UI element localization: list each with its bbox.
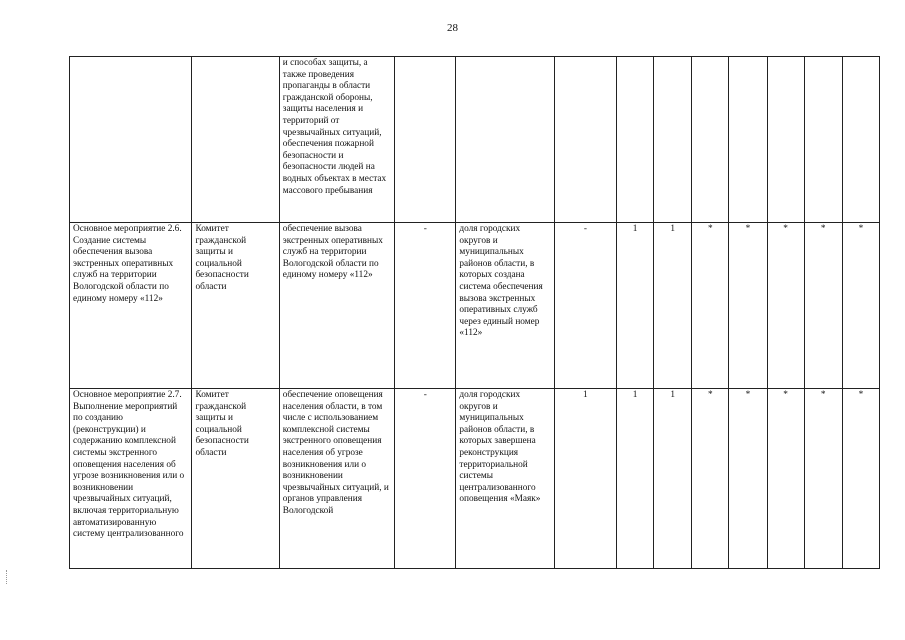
- table-row: [70, 389, 880, 569]
- value-cell: *: [767, 389, 804, 569]
- value-cell: *: [692, 389, 729, 569]
- indicator-cell: доля городских округов и муниципальных районов области, в которых завершена реконструкция территориальной системы централизованного оповещения «Маяк»: [456, 389, 554, 569]
- value-cell: 1: [554, 389, 616, 569]
- executor-cell: [192, 57, 279, 223]
- value-cell: [729, 57, 767, 223]
- table-row: [70, 223, 880, 389]
- scan-margin-mark: [6, 570, 9, 584]
- program-activities-table: [69, 56, 880, 569]
- col4-cell: -: [395, 389, 456, 569]
- value-cell: [692, 57, 729, 223]
- result-cell: обеспечение оповещения населения области, в том числе с использованием комплексной системы экстренного оповещения населения об угрозе возникновения или о возникновении чрезвычайных ситуаций, и органов управления Вологодской: [279, 389, 394, 569]
- value-cell: *: [729, 223, 767, 389]
- col4-cell: -: [395, 223, 456, 389]
- value-cell: [616, 57, 653, 223]
- value-cell: 1: [616, 389, 653, 569]
- table-row: [70, 57, 880, 223]
- value-cell: [842, 57, 879, 223]
- activity-cell: Основное мероприятие 2.6. Создание системы обеспечения вызова экстренных оперативных служб на территории Вологодской области по единому номеру «112»: [70, 223, 192, 389]
- page-number: 28: [447, 22, 458, 34]
- value-cell: *: [804, 389, 842, 569]
- indicator-cell: [456, 57, 554, 223]
- value-cell: *: [842, 389, 879, 569]
- value-cell: 1: [654, 223, 692, 389]
- value-cell: *: [692, 223, 729, 389]
- result-cell: обеспечение вызова экстренных оперативных служб на территории Вологодской области по единому номеру «112»: [279, 223, 394, 389]
- value-cell: *: [767, 223, 804, 389]
- value-cell: *: [804, 223, 842, 389]
- value-cell: *: [729, 389, 767, 569]
- executor-cell: Комитет гражданской защиты и социальной безопасности области: [192, 389, 279, 569]
- result-cell: и способах защиты, а также проведения пропаганды в области гражданской обороны, защиты населения и территорий от чрезвычайных ситуаций, обеспечения пожарной безопасности и безопасности людей на водных объектах в местах массового пребывания: [279, 57, 394, 223]
- indicator-cell: доля городских округов и муниципальных районов области, в которых создана система обеспечения вызова экстренных оперативных служб через единый номер «112»: [456, 223, 554, 389]
- value-cell: [767, 57, 804, 223]
- executor-cell: Комитет гражданской защиты и социальной безопасности области: [192, 223, 279, 389]
- value-cell: 1: [616, 223, 653, 389]
- value-cell: -: [554, 223, 616, 389]
- value-cell: [554, 57, 616, 223]
- activity-cell: Основное мероприятие 2.7. Выполнение мероприятий по созданию (реконструкции) и содержанию комплексной системы экстренного оповещения населения об угрозе возникновения или о возникновении чрезвычайных ситуаций, включая территориальную автоматизированную систему централизованного: [70, 389, 192, 569]
- value-cell: 1: [654, 389, 692, 569]
- value-cell: [804, 57, 842, 223]
- col4-cell: [395, 57, 456, 223]
- activity-cell: [70, 57, 192, 223]
- value-cell: [654, 57, 692, 223]
- value-cell: *: [842, 223, 879, 389]
